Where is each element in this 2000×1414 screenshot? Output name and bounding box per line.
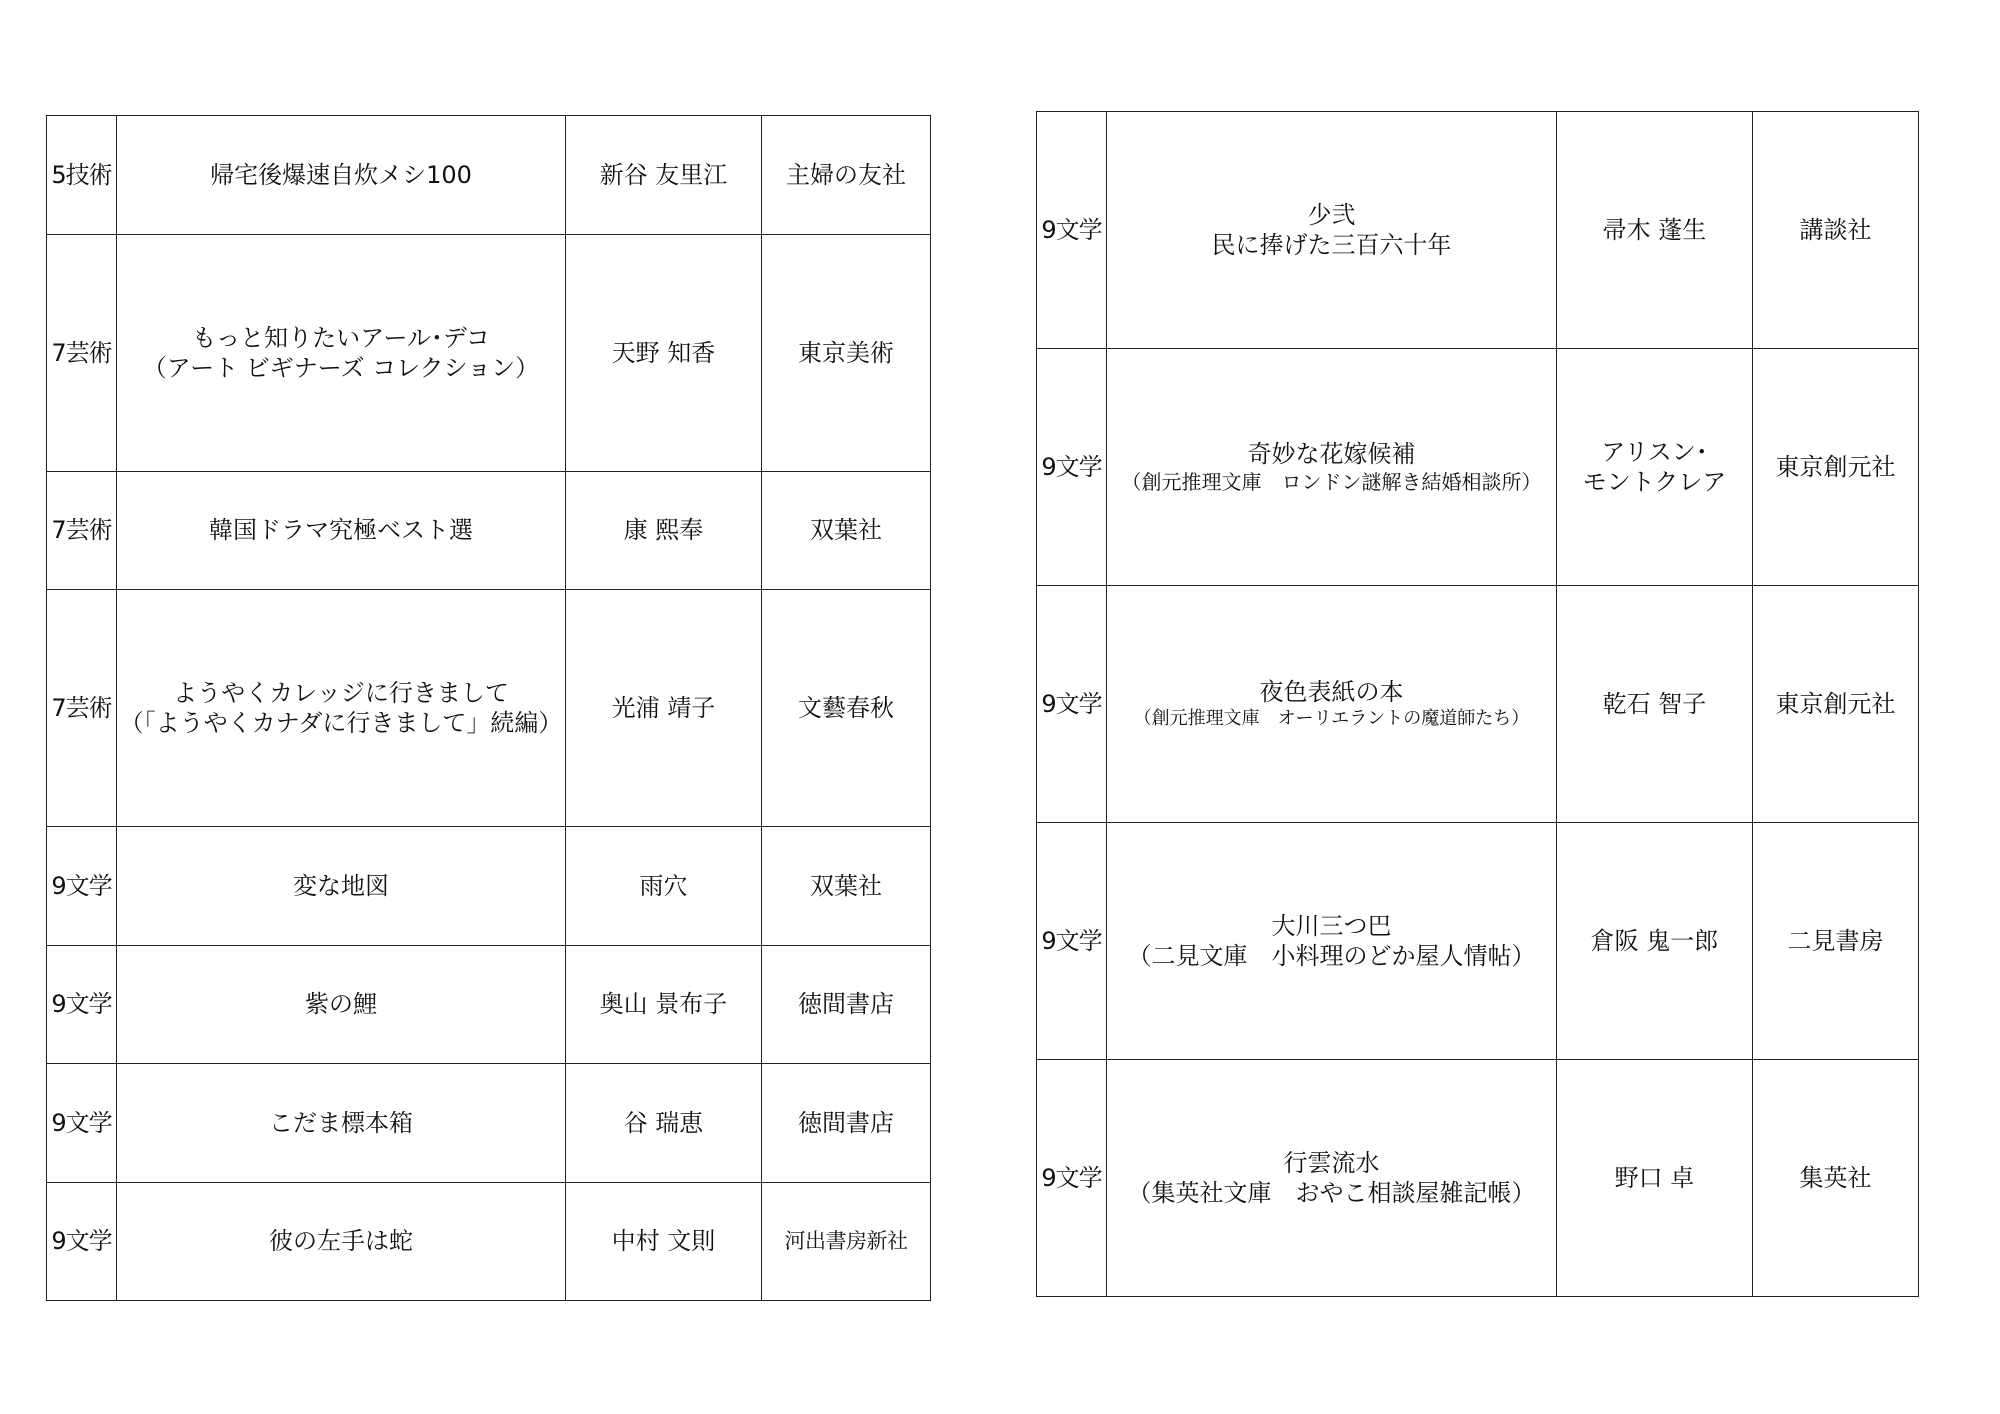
- title-cell: [117, 471, 566, 590]
- category-cell: 9文学: [47, 945, 117, 1064]
- table-row: [47, 945, 931, 1064]
- author-cell: [1557, 349, 1753, 586]
- book-list-table-left: [46, 115, 931, 1301]
- book-subtitle: （「ようやくカナダに行きまして」続編）: [119, 709, 563, 737]
- book-title: 韓国ドラマ究極ベスト選: [209, 516, 473, 545]
- title-cell: [1107, 586, 1557, 823]
- author-name: アリスン･: [1601, 438, 1708, 466]
- title-cell: [117, 1182, 566, 1301]
- book-title: こだま標本箱: [269, 1108, 413, 1137]
- author-cell: [566, 471, 762, 590]
- publisher-cell: 徳間書店: [762, 945, 931, 1064]
- publisher-cell: 集英社: [1753, 1060, 1919, 1297]
- book-title: 行雲流水: [1283, 1149, 1380, 1177]
- book-title: 紫の鯉: [305, 990, 377, 1019]
- category-cell: 9文学: [1037, 823, 1107, 1060]
- category-cell: 7芸術: [47, 471, 117, 590]
- publisher-cell: 徳間書店: [762, 1064, 931, 1183]
- author-cell: [566, 1182, 762, 1301]
- book-title: 夜色表紙の本: [1259, 678, 1404, 706]
- author-cell: [1557, 823, 1753, 1060]
- author-cell: [1557, 112, 1753, 349]
- publisher-cell: 双葉社: [762, 471, 931, 590]
- category-cell: 7芸術: [47, 590, 117, 827]
- publisher-cell: 東京創元社: [1753, 349, 1919, 586]
- table-row: [47, 590, 931, 827]
- author-cell: [1557, 1060, 1753, 1297]
- title-cell: [1107, 349, 1557, 586]
- title-cell: [117, 1064, 566, 1183]
- book-subtitle: （二見文庫 小料理のどか屋人情帖）: [1127, 942, 1536, 970]
- book-title: 帰宅後爆速自炊メシ100: [210, 160, 472, 189]
- author-name: 雨穴: [639, 871, 688, 900]
- publisher-cell: 主婦の友社: [762, 116, 931, 235]
- book-subtitle: （アート ビギナーズ コレクション）: [142, 353, 540, 382]
- book-title: 奇妙な花嫁候補: [1247, 440, 1416, 468]
- title-cell: [117, 116, 566, 235]
- title-cell: [1107, 823, 1557, 1060]
- table-row: [1037, 1060, 1919, 1297]
- table-row: [1037, 823, 1919, 1060]
- book-title: 少弐: [1307, 201, 1356, 229]
- table-row: [1037, 112, 1919, 349]
- book-title: ようやくカレッジに行きまして: [173, 679, 509, 707]
- publisher-cell: 二見書房: [1753, 823, 1919, 1060]
- book-title: もっと知りたいアール･デコ: [192, 323, 490, 352]
- table-row: [47, 1182, 931, 1301]
- author-name: 野口 卓: [1614, 1164, 1695, 1192]
- publisher-cell: 河出書房新社: [762, 1182, 931, 1301]
- author-cell: [566, 590, 762, 827]
- table-row: [1037, 586, 1919, 823]
- title-cell: [117, 827, 566, 946]
- publisher-cell: 文藝春秋: [762, 590, 931, 827]
- book-subtitle: （創元推理文庫 ロンドン謎解き結婚相談所）: [1121, 470, 1542, 494]
- category-cell: 9文学: [1037, 586, 1107, 823]
- author-name: モントクレア: [1582, 468, 1727, 496]
- author-name: 中村 文則: [611, 1227, 716, 1256]
- author-name: 天野 知香: [611, 338, 716, 367]
- table-row: [47, 471, 931, 590]
- book-subtitle: 民に捧げた三百六十年: [1211, 231, 1452, 259]
- book-title: 彼の左手は蛇: [269, 1227, 413, 1256]
- category-cell: 9文学: [1037, 349, 1107, 586]
- table-row: [47, 234, 931, 471]
- publisher-cell: 東京創元社: [1753, 586, 1919, 823]
- author-cell: [566, 116, 762, 235]
- author-cell: [566, 1064, 762, 1183]
- author-name: 谷 瑞恵: [623, 1108, 704, 1137]
- category-cell: 7芸術: [47, 234, 117, 471]
- title-cell: [117, 945, 566, 1064]
- table-row: [47, 116, 931, 235]
- book-title: 大川三つ巴: [1271, 912, 1392, 940]
- category-cell: 9文学: [47, 1064, 117, 1183]
- category-cell: 9文学: [47, 1182, 117, 1301]
- table-row: [47, 1064, 931, 1183]
- author-name: 光浦 靖子: [611, 694, 716, 722]
- publisher-cell: 双葉社: [762, 827, 931, 946]
- category-cell: 9文学: [47, 827, 117, 946]
- category-cell: 9文学: [1037, 112, 1107, 349]
- book-list-table-right: [1036, 111, 1919, 1297]
- category-cell: 5技術: [47, 116, 117, 235]
- book-subtitle: （創元推理文庫 オーリエラントの魔道師たち）: [1133, 708, 1530, 729]
- author-name: 倉阪 鬼一郎: [1590, 927, 1719, 955]
- table-row: [1037, 349, 1919, 586]
- author-cell: [566, 234, 762, 471]
- publisher-cell: 東京美術: [762, 234, 931, 471]
- title-cell: [1107, 112, 1557, 349]
- author-name: 新谷 友里江: [599, 160, 728, 189]
- author-cell: [1557, 586, 1753, 823]
- publisher-cell: 講談社: [1753, 112, 1919, 349]
- author-cell: [566, 827, 762, 946]
- author-name: 奥山 景布子: [599, 990, 728, 1019]
- book-subtitle: （集英社文庫 おやこ相談屋雑記帳）: [1127, 1179, 1536, 1207]
- author-name: 康 熙奉: [623, 516, 704, 545]
- author-cell: [566, 945, 762, 1064]
- category-cell: 9文学: [1037, 1060, 1107, 1297]
- title-cell: [117, 590, 566, 827]
- book-title: 変な地図: [293, 871, 389, 900]
- title-cell: [1107, 1060, 1557, 1297]
- author-name: 帚木 蓬生: [1602, 216, 1707, 244]
- author-name: 乾石 智子: [1602, 690, 1707, 718]
- table-row: [47, 827, 931, 946]
- title-cell: [117, 234, 566, 471]
